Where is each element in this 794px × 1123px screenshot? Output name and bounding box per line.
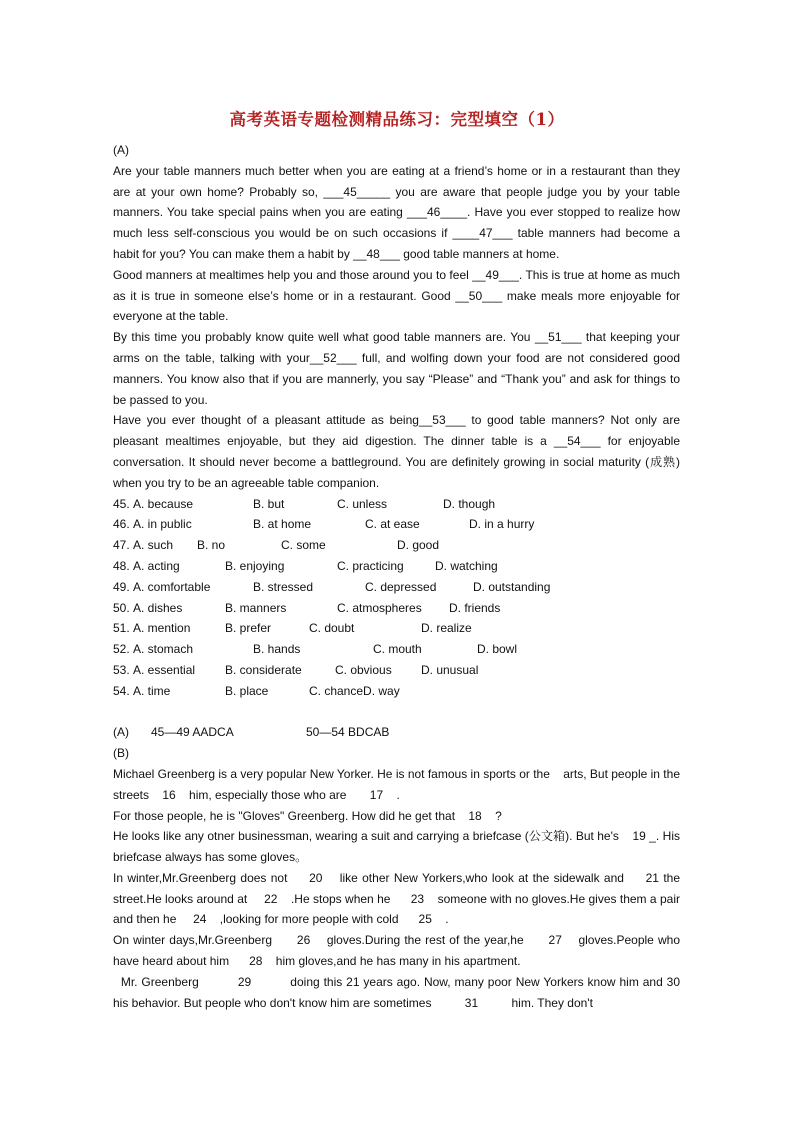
question-number: 53.	[113, 662, 130, 677]
passage-paragraph: He looks like any otner businessman, wearing a suit and carrying a briefcase (公文箱). But he's 19 _. His briefcase always has some gloves。	[113, 829, 684, 865]
page-title: 高考英语专题检测精品练习：完型填空（1）	[229, 110, 565, 129]
option-row	[113, 660, 680, 681]
option-row	[113, 598, 680, 619]
question-number: 54.	[113, 683, 130, 698]
question-number: 46.	[113, 517, 130, 532]
option-d: D. though	[443, 496, 496, 511]
question-number: 51.	[113, 621, 130, 636]
option-row	[113, 639, 680, 660]
option-b: B. place	[225, 683, 269, 698]
question-number: 45.	[113, 496, 130, 511]
document-body	[113, 140, 724, 1013]
option-d: D. realize	[421, 621, 472, 636]
passage-paragraph: Mr. Greenberg 29 doing this 21 years ago. Now, many poor New Yorkers know him and 30 his behavior. But people who don't know him are sometimes 31 him. They don't	[113, 974, 724, 1010]
passage-paragraph: On winter days,Mr.Greenberg 26 gloves.During the rest of the year,he 27 gloves.People who have heard about him 28 him gloves,and he has many in his apartment.	[113, 933, 684, 969]
option-b: B. but	[253, 496, 285, 511]
question-number: 47.	[113, 538, 130, 553]
passage-paragraph: Good manners at mealtimes help you and those around you to feel __49___. This is true at home as much as it is true in someone else’s home or in a restaurant. Good __50___ make meals more enjoyable for everyone at the table.	[113, 267, 680, 324]
option-b: B. stressed	[253, 579, 314, 594]
option-row	[113, 514, 680, 535]
section-b-label: (B)	[113, 746, 129, 761]
option-d: D. unusual	[421, 662, 479, 677]
option-b: B. manners	[225, 600, 287, 615]
option-row	[113, 681, 680, 702]
question-number: 50.	[113, 600, 130, 615]
spacer	[113, 702, 680, 723]
option-c: C. at ease	[365, 517, 420, 532]
option-d: D. bowl	[477, 642, 518, 657]
option-b: B. prefer	[225, 621, 272, 636]
answer-label: (A)	[113, 725, 129, 740]
option-c: C. depressed	[365, 579, 437, 594]
option-row	[113, 577, 680, 598]
option-a: A. dishes	[133, 600, 183, 615]
passage-paragraph: Are your table manners much better when you are eating at a friend’s home or in a restaurant than they are at your own home? Probably so, ___45_____ you are aware that people judge you by your table manners. You take special pains when you are eating ___46____. Have you ever stopped to realize how much less self-conscious you would be on such occasions if ____47___ table manners had become a habit for you? You can make them a habit by __48___ good table manners at home.	[113, 163, 680, 261]
option-a: A. comfortable	[133, 579, 211, 594]
option-a: A. in public	[133, 517, 192, 532]
option-a: A. mention	[133, 621, 191, 636]
question-number: 52.	[113, 642, 130, 657]
option-a: A. time	[133, 683, 171, 698]
passage-paragraph: Have you ever thought of a pleasant attitude as being__53___ to good table manners? Not only are pleasant mealtimes enjoyable, but they aid digestion. The dinner table is a __54___ for enjoyable conversation. It should never become a battleground. You are definitely growing in social maturity (成熟) when you try to be an agreeable table companion.	[113, 413, 680, 490]
option-d: D. watching	[435, 558, 498, 573]
option-d: D. friends	[449, 600, 501, 615]
options-list	[113, 494, 680, 702]
option-d: D. way	[363, 683, 400, 698]
passage-paragraph: In winter,Mr.Greenberg does not 20 like other New Yorkers,who look at the sidewalk and 21 the street.He looks around at 22 .He stops when he 23 someone with no gloves.He gives them a pair and then he 24 ,looking for more people with cold 25 .	[113, 870, 684, 927]
option-a: A. such	[133, 538, 174, 553]
question-number: 49.	[113, 579, 130, 594]
option-d: D. good	[397, 538, 440, 553]
question-number: 48.	[113, 558, 130, 573]
option-a: A. acting	[133, 558, 180, 573]
option-b: B. considerate	[225, 662, 302, 677]
option-c: C. unless	[337, 496, 388, 511]
option-c: C. practicing	[337, 558, 404, 573]
option-c: C. mouth	[373, 642, 422, 657]
option-c: C. chance	[309, 683, 364, 698]
option-c: C. atmospheres	[337, 600, 422, 615]
option-c: C. doubt	[309, 621, 355, 636]
option-b: B. hands	[253, 642, 301, 657]
option-c: C. obvious	[335, 662, 392, 677]
option-row	[113, 618, 680, 639]
option-b: B. at home	[253, 517, 312, 532]
option-c: C. some	[281, 538, 326, 553]
section-a-label: (A)	[113, 143, 129, 157]
passage-paragraph: For those people, he is "Gloves" Greenberg. How did he get that 18 ?	[113, 808, 502, 823]
option-b: B. no	[197, 538, 226, 553]
answer-group: 50—54 BDCAB	[306, 725, 390, 740]
answer-group: 45—49 AADCA	[151, 725, 234, 740]
option-a: A. stomach	[133, 642, 194, 657]
answer-key	[113, 722, 680, 743]
option-a: A. essential	[133, 662, 196, 677]
passage-paragraph: By this time you probably know quite well what good table manners are. You __51___ that keeping your arms on the table, talking with your__52___ full, and wolfing down your food are not considered good manners. You know also that if you are mannerly, you say “Please” and “Thank you” and ask for things to be passed to you.	[113, 330, 680, 407]
option-d: D. outstanding	[473, 579, 551, 594]
option-a: A. because	[133, 496, 194, 511]
passage-paragraph: Michael Greenberg is a very popular New Yorker. He is not famous in sports or the arts, But people in the streets 16 him, especially those who are 17 .	[113, 766, 684, 802]
option-row	[113, 494, 680, 515]
option-row	[113, 535, 680, 556]
option-d: D. in a hurry	[469, 517, 535, 532]
option-row	[113, 556, 680, 577]
option-b: B. enjoying	[225, 558, 285, 573]
